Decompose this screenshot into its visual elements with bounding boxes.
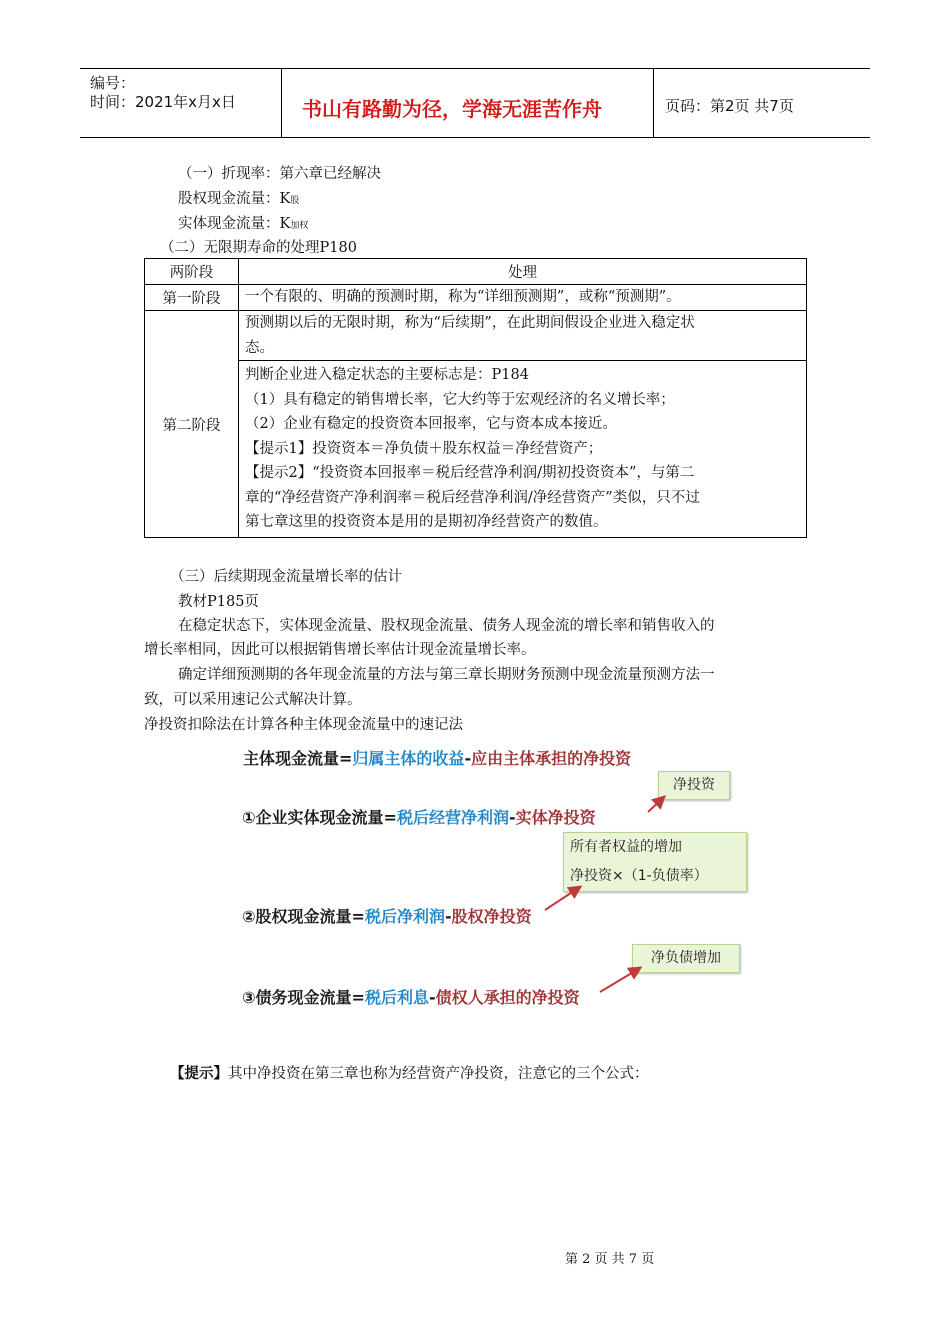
equity-discount-rate: 股权现金流量：K股: [178, 191, 300, 207]
paragraph1-line1: 在稳定状态下，实体现金流量、股权现金流量、债务人现金流的增长率和销售收入的: [178, 618, 715, 634]
time-label: 时间：2021年x月x日: [90, 93, 236, 111]
arrow-equity-net-investment: [545, 887, 580, 910]
stage1-text: 一个有限的、明确的预测时期，称为“详细预测期”，或称“预测期”。: [239, 285, 807, 311]
equity-increase-note: 所有者权益的增加 净投资×（1-负债率）: [563, 832, 747, 892]
serial-label: 编号：: [90, 74, 136, 92]
method-title: 净投资扣除法在计算各种主体现金流量中的速记法: [144, 717, 463, 733]
equity-subscript: 股: [290, 196, 300, 206]
table-header: 两阶段: [145, 259, 239, 285]
main-formula: 主体现金流量=归属主体的收益-应由主体承担的净投资: [243, 749, 632, 768]
page-label: 页码：第2页 共7页: [665, 97, 794, 115]
stage2-text-b: 判断企业进入稳定状态的主要标志是：P184 （1）具有稳定的销售增长率，它大约等于宏观经济的名义增长率； （2）企业有稳定的投资资本回报率，它与资本成本接近。 【提示1】投资资本＝净负债＋股东权益＝净经营资产； 【提示2】“投资资本回报率＝税后经营净利润/期初投资资本”，与第二 章的“净经营资产净利润率＝税后经营净利润/净经营资产”类似，只不过 第七章这里的投资资本是用的是期初净经营资产的数值。: [239, 361, 807, 538]
paragraph2-line2: 致，可以采用速记公式解决计算。: [144, 692, 362, 708]
paragraph1-line2: 增长率相同，因此可以根据销售增长率估计现金流量增长率。: [144, 642, 536, 658]
debt-formula: ③债务现金流量=税后利息-债权人承担的净投资: [242, 988, 580, 1007]
entity-subscript: 加权: [290, 221, 309, 231]
tip-bracket: 【提示】: [170, 1065, 228, 1082]
entity-formula: ①企业实体现金流量=税后经营净利润-实体净投资: [242, 808, 596, 827]
arrow-entity-net-investment: [648, 797, 664, 812]
equity-formula: ②股权现金流量=税后净利润-股权净投资: [242, 907, 532, 926]
tip-line: [170, 1062, 649, 1083]
stage2-label: 第二阶段: [145, 311, 239, 538]
paragraph2-line1: 确定详细预测期的各年现金流量的方法与第三章长期财务预测中现金流量预测方法一: [178, 667, 715, 683]
section2-title: （二）无限期寿命的处理P180: [160, 240, 357, 256]
tip-text: 其中净投资在第三章也称为经营资产净投资，注意它的三个公式：: [228, 1066, 649, 1082]
section1-title: （一）折现率：第六章已经解决: [178, 166, 381, 182]
net-debt-increase-note: 净负债增加: [632, 944, 740, 973]
stage2-text-a: 预测期以后的无限时期，称为“后续期”，在此期间假设企业进入稳定状 态。: [239, 311, 807, 361]
stage1-label: 第一阶段: [145, 285, 239, 311]
page-footer: 第 2 页 共 7 页: [565, 1252, 655, 1267]
table-header: 处理: [239, 259, 807, 285]
arrow-creditor-net-investment: [600, 968, 640, 992]
entity-discount-rate: 实体现金流量：K加权: [178, 216, 309, 232]
textbook-reference: 教材P185页: [178, 594, 259, 610]
header-motto: 书山有路勤为径，学海无涯苦作舟: [302, 97, 602, 121]
net-investment-note: 净投资: [658, 771, 730, 800]
section3-title: （三）后续期现金流量增长率的估计: [170, 569, 402, 585]
